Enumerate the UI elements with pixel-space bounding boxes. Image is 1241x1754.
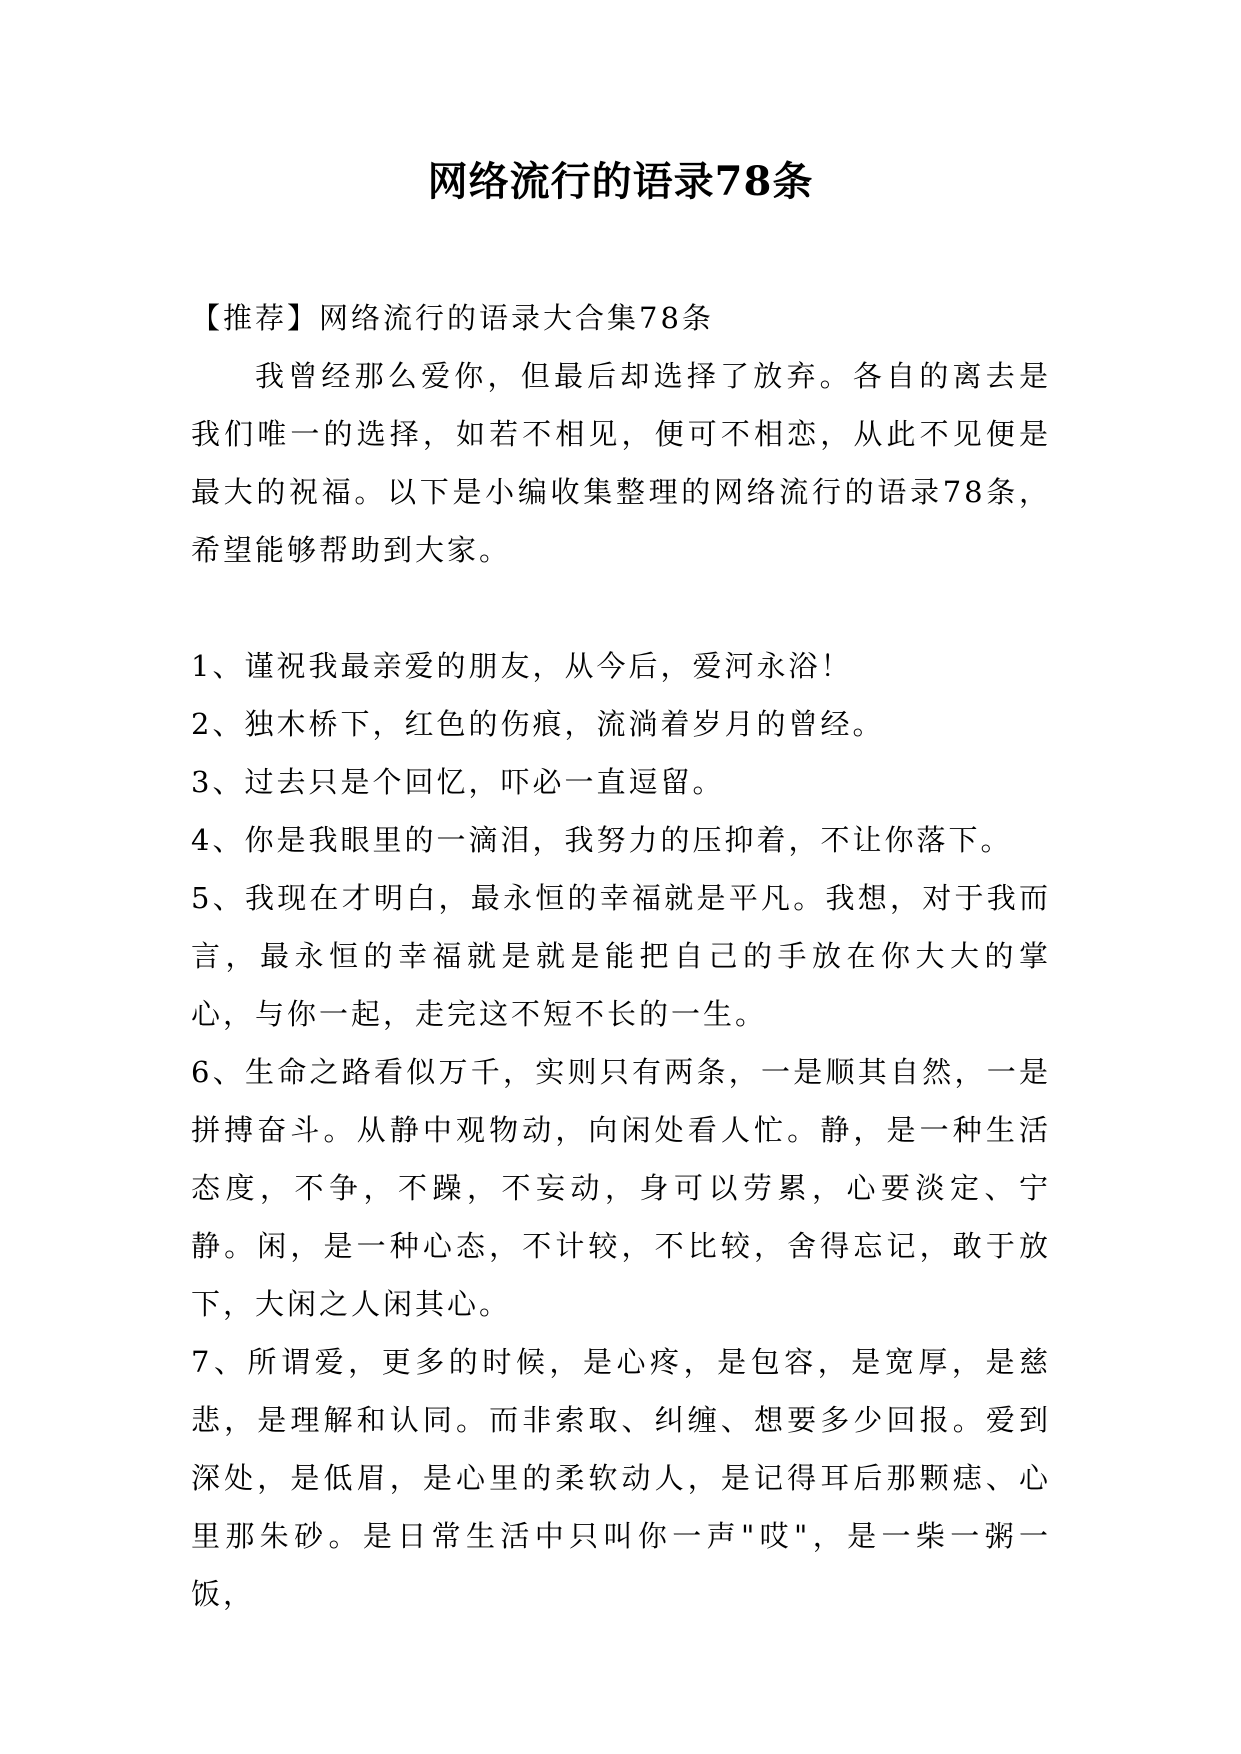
quote-item: 7、所谓爱，更多的时候，是心疼，是包容，是宽厚，是慈悲，是理解和认同。而非索取、纠缠、想要多少回报。爱到深处，是低眉，是心里的柔软动人，是记得耳后那颗痣、心里那朱砂。是日常生活中只叫你一声"哎"，是一柴一粥一饭， — [191, 1345, 1051, 1611]
quote-item: 6、生命之路看似万千，实则只有两条，一是顺其自然，一是拼搏奋斗。从静中观物动，向闲处看人忙。静，是一种生活态度，不争，不躁，不妄动，身可以劳累，心要淡定、宁静。闲，是一种心态，不计较，不比较，舍得忘记，敢于放下，大闲之人闲其心。 — [191, 1055, 1051, 1321]
quote-item: 2、独木桥下，红色的伤痕，流淌着岁月的曾经。 — [191, 707, 885, 741]
intro-paragraph: 我曾经那么爱你，但最后却选择了放弃。各自的离去是我们唯一的选择，如若不相见，便可不相恋，从此不见便是最大的祝福。以下是小编收集整理的网络流行的语录78条，希望能够帮助到大家。 — [191, 359, 1051, 567]
quote-item: 1、谨祝我最亲爱的朋友，从今后，爱河永浴！ — [191, 649, 853, 683]
quote-item: 3、过去只是个回忆，吓必一直逗留。 — [191, 765, 725, 799]
paragraph-gap — [191, 579, 1051, 637]
quote-item: 5、我现在才明白，最永恒的幸福就是平凡。我想，对于我而言，最永恒的幸福就是就是能把自己的手放在你大大的掌心，与你一起，走完这不短不长的一生。 — [191, 881, 1051, 1031]
recommend-line: 【推荐】网络流行的语录大合集78条 — [191, 301, 714, 335]
document-body — [191, 289, 1051, 1623]
quote-item: 4、你是我眼里的一滴泪，我努力的压抑着，不让你落下。 — [191, 823, 1013, 857]
document-title: 网络流行的语录78条 — [427, 158, 814, 205]
